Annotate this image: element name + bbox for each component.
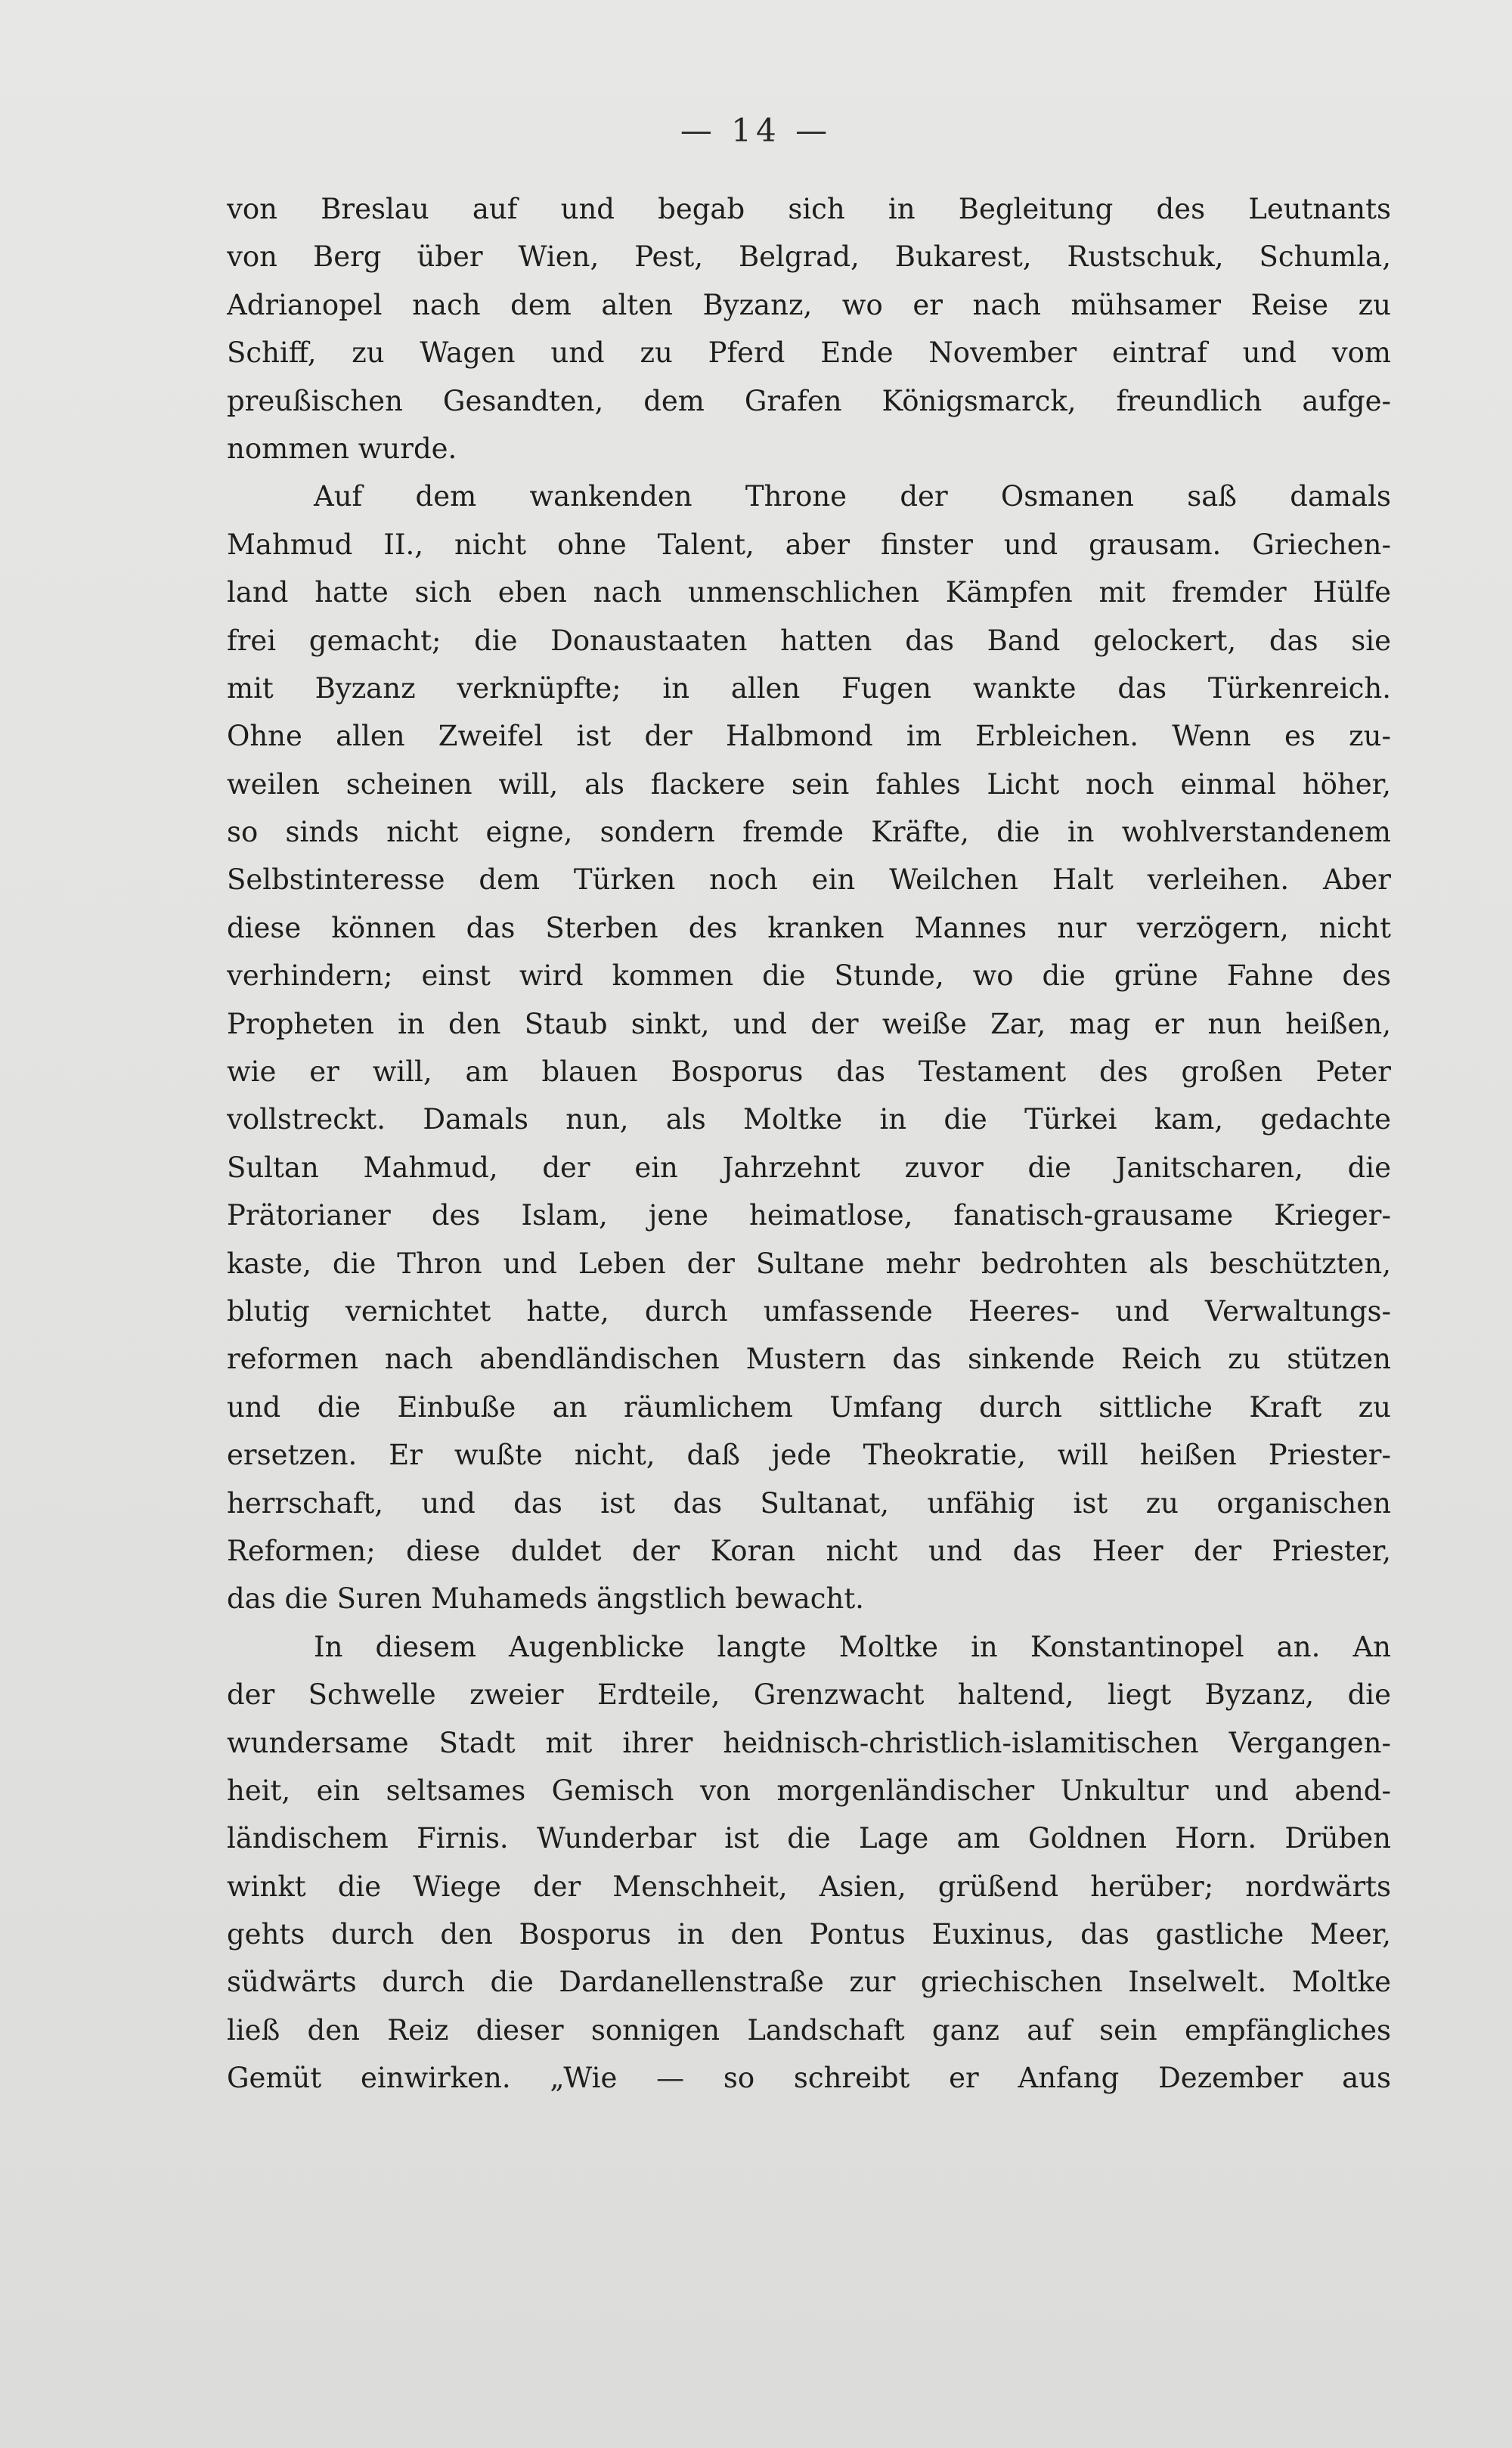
text-line: diese können das Sterben des kranken Mannes nur verzögern, nicht (227, 911, 1391, 944)
text-line: herrschaft, und das ist das Sultanat, unfähig ist zu organischen (227, 1486, 1391, 1520)
text-line: reformen nach abendländischen Mustern das sinkende Reich zu stützen (227, 1343, 1391, 1376)
body-text (227, 185, 1391, 2102)
text-line: In diesem Augenblicke langte Moltke in Konstantinopel an. An (314, 1630, 1391, 1663)
text-line: wundersame Stadt mit ihrer heidnisch-christlich-islamitischen Vergangen- (227, 1726, 1391, 1759)
text-line: ländischem Firnis. Wunderbar ist die Lage am Goldnen Horn. Drüben (227, 1822, 1391, 1855)
text-line: das die Suren Muhameds ängstlich bewacht. (227, 1582, 864, 1616)
text-line: Prätorianer des Islam, jene heimatlose, fanatisch-grausame Krieger- (227, 1199, 1391, 1232)
text-line: weilen scheinen will, als flackere sein fahles Licht noch einmal höher, (227, 767, 1391, 801)
text-line: ließ den Reiz dieser sonnigen Landschaft ganz auf sein empfängliches (227, 2013, 1391, 2047)
text-line: südwärts durch die Dardanellenstraße zur griechischen Inselwelt. Moltke (227, 1966, 1391, 1999)
text-line: heit, ein seltsames Gemisch von morgenländischer Unkultur und abend- (227, 1774, 1391, 1807)
text-line: land hatte sich eben nach unmenschlichen Kämpfen mit fremder Hülfe (227, 576, 1391, 609)
text-line: Ohne allen Zweifel ist der Halbmond im Erbleichen. Wenn es zu- (227, 720, 1391, 753)
text-line: so sinds nicht eigne, sondern fremde Kräfte, die in wohlverstandenem (227, 816, 1391, 849)
text-line: ersetzen. Er wußte nicht, daß jede Theokratie, will heißen Priester- (227, 1439, 1391, 1472)
text-line: Adrianopel nach dem alten Byzanz, wo er nach mühsamer Reise zu (227, 288, 1391, 321)
text-line: verhindern; einst wird kommen die Stunde, wo die grüne Fahne des (227, 959, 1391, 993)
text-line: winkt die Wiege der Menschheit, Asien, grüßend herüber; nordwärts (227, 1870, 1391, 1903)
text-line: kaste, die Thron und Leben der Sultane mehr bedrohten als beschützten, (227, 1247, 1391, 1280)
page-number: — 14 — (680, 112, 832, 149)
text-line: Selbstinteresse dem Türken noch ein Weilchen Halt verleihen. Aber (227, 863, 1391, 897)
text-line: gehts durch den Bosporus in den Pontus Euxinus, das gastliche Meer, (227, 1918, 1391, 1951)
text-line: Gemüt einwirken. „Wie — so schreibt er Anfang Dezember aus (227, 2062, 1391, 2095)
text-line: blutig vernichtet hatte, durch umfassende Heeres- und Verwaltungs- (227, 1294, 1391, 1328)
text-line: mit Byzanz verknüpfte; in allen Fugen wankte das Türkenreich. (227, 671, 1391, 705)
text-line: wie er will, am blauen Bosporus das Testament des großen Peter (227, 1055, 1391, 1089)
text-line: Mahmud II., nicht ohne Talent, aber finster und grausam. Griechen- (227, 528, 1391, 561)
text-line: und die Einbuße an räumlichem Umfang durch sittliche Kraft zu (227, 1390, 1391, 1424)
text-line: der Schwelle zweier Erdteile, Grenzwacht haltend, liegt Byzanz, die (227, 1678, 1391, 1712)
text-line: Auf dem wankenden Throne der Osmanen saß damals (314, 480, 1391, 513)
text-line: nommen wurde. (227, 432, 457, 465)
text-line: Schiff, zu Wagen und zu Pferd Ende November eintraf und vom (227, 336, 1391, 370)
text-line: Sultan Mahmud, der ein Jahrzehnt zuvor die Janitscharen, die (227, 1151, 1391, 1184)
text-line: von Berg über Wien, Pest, Belgrad, Bukarest, Rustschuk, Schumla, (227, 240, 1391, 274)
text-line: Propheten in den Staub sinkt, und der weiße Zar, mag er nun heißen, (227, 1007, 1391, 1040)
text-line: vollstreckt. Damals nun, als Moltke in die Türkei kam, gedachte (227, 1103, 1391, 1136)
text-line: Reformen; diese duldet der Koran nicht und das Heer der Priester, (227, 1534, 1391, 1567)
text-line: preußischen Gesandten, dem Grafen Königsmarck, freundlich aufge- (227, 384, 1391, 417)
text-line: frei gemacht; die Donaustaaten hatten das Band gelockert, das sie (227, 624, 1391, 657)
text-line: von Breslau auf und begab sich in Begleitung des Leutnants (227, 193, 1391, 225)
